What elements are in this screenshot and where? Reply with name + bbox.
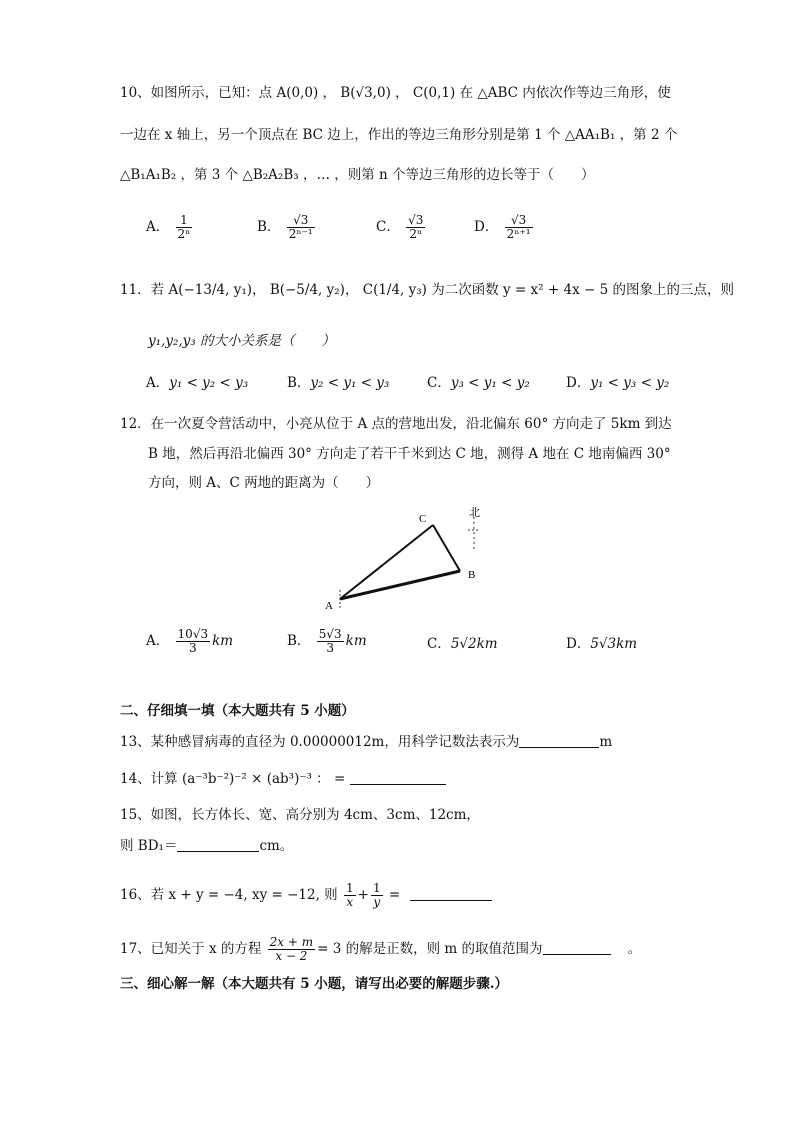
q16-fraction-y: $\frac{1}{y}$ — [372, 881, 381, 909]
q11-point-a: A(−13/4, y₁) — [168, 282, 253, 298]
q10-option-d: D． $\frac{√3}{\text{2ⁿ⁺¹}}$ — [474, 213, 531, 241]
q11-option-d: D．y₁ < y₃ < y₂ — [566, 375, 670, 391]
section-2-heading: 二、仔细填一填（本大题共有 5 小题） — [120, 703, 355, 719]
q16: 16、若 x + y = −4, xy = −12, 则 $\frac{1}{x}$ + $\frac{1}{y}$ = — [120, 882, 492, 909]
q12-option-b-fraction: $\frac{5√3}{3}$ — [318, 627, 342, 655]
q10-line3: △B₁A₁B₂ ，第 3 个 △B₂A₂B₃ ，… ，则第 n 个等边三角形的边长等于（ ） — [120, 167, 595, 183]
q10-line1: 10、如图所示，已知：点 A(0,0) ， B(√3,0) ， C(0,1) 在 △ABC 内依次作等边三角形，使 — [120, 85, 671, 101]
label-c: C — [419, 513, 427, 525]
label-north: 北 — [469, 506, 480, 519]
q12-figure — [318, 502, 498, 614]
q10-line2: 一边在 x 轴上，另一个顶点在 BC 边上，作出的等边三角形分别是第 1 个 △AA₁B₁ ，第 2 个 — [120, 127, 678, 143]
segment-cb — [433, 525, 460, 571]
q12-option-a: A． $\frac{10√3}{3}$ km — [146, 627, 234, 655]
q13-answer-blank[interactable] — [519, 747, 599, 748]
q12-option-b: B． $\frac{5√3}{3}$ km — [287, 627, 367, 655]
q10-option-a: A． $\frac{1}{\text{2ⁿ}}$ — [146, 213, 191, 241]
q10-option-c: C． $\frac{√3}{\text{2ⁿ}}$ — [376, 213, 424, 241]
q16-answer-blank[interactable] — [410, 900, 492, 901]
section-3-heading: 三、细心解一解（本大题共有 5 小题，请写出必要的解题步骤.） — [120, 976, 508, 992]
q17-answer-blank[interactable] — [543, 954, 611, 955]
q16-fraction-x: $\frac{1}{x}$ — [345, 881, 354, 909]
q17-fraction: $\frac{2x + m}{x - 2}$ — [269, 935, 314, 963]
label-a: A — [325, 600, 333, 612]
q12-line2: B 地，然后再沿北偏西 30° 方向走了若干千米到达 C 地，测得 A 地在 C 地南偏西 30° — [148, 446, 671, 462]
q10-option-b-fraction: $\frac{√3}{\text{2ⁿ⁻¹}}$ — [288, 213, 313, 241]
q15-line2: 则 BD₁＝ cm。 — [120, 838, 294, 854]
q10-option-d-fraction: $\frac{√3}{\text{2ⁿ⁺¹}}$ — [506, 213, 531, 241]
q15-line1: 15、如图，长方体长、宽、高分别为 4cm、3cm、12cm， — [120, 807, 480, 823]
q11-option-a: A．y₁ < y₂ < y₃ — [146, 375, 249, 391]
q12-option-d: D．5√3km — [566, 636, 638, 652]
q11-point-c: C(1/4, y₃) — [362, 282, 427, 298]
q15-answer-blank[interactable] — [177, 851, 259, 852]
q13: 13、某种感冒病毒的直径为 0.00000012m，用科学记数法表示为 m — [120, 734, 613, 750]
q14-answer-blank[interactable] — [350, 784, 446, 785]
q11-line1: 11．若 A(−13/4, y₁)， B(−5/4, y₂)， C(1/4, y₃) 为二次函数 y = x² + 4x − 5 的图象上的三点，则 — [120, 282, 734, 298]
q10-option-a-fraction: $\frac{1}{\text{2ⁿ}}$ — [177, 213, 191, 241]
q11-option-c: C．y₃ < y₁ < y₂ — [427, 375, 530, 391]
q10-option-b: B． $\frac{√3}{\text{2ⁿ⁻¹}}$ — [257, 213, 313, 241]
q12-line3: 方向，则 A、C 两地的距离为（ ） — [148, 475, 380, 491]
q12-option-a-fraction: $\frac{10√3}{3}$ — [177, 627, 209, 655]
q11-point-b: B(−5/4, y₂) — [269, 282, 345, 298]
label-b: B — [468, 569, 476, 581]
q14: 14、计算 (a⁻³b⁻²)⁻² × (ab³)⁻³ ： = — [120, 770, 446, 788]
q12-option-c: C．5√2km — [427, 636, 498, 652]
q10-option-c-fraction: $\frac{√3}{\text{2ⁿ}}$ — [408, 213, 424, 241]
q17: 17、已知关于 x 的方程 $\frac{2x + m}{x - 2}$ = 3 的解是正数，则 m 的取值范围为 。 — [120, 935, 642, 963]
q12-line1: 12．在一次夏令营活动中，小亮从位于 A 点的营地出发，沿北偏东 60° 方向走了 5km 到达 — [120, 416, 672, 432]
q11-line2: y₁,y₂,y₃ 的大小关系是（ ） — [148, 333, 335, 349]
q11-option-b: B．y₂ < y₁ < y₃ — [287, 375, 390, 391]
